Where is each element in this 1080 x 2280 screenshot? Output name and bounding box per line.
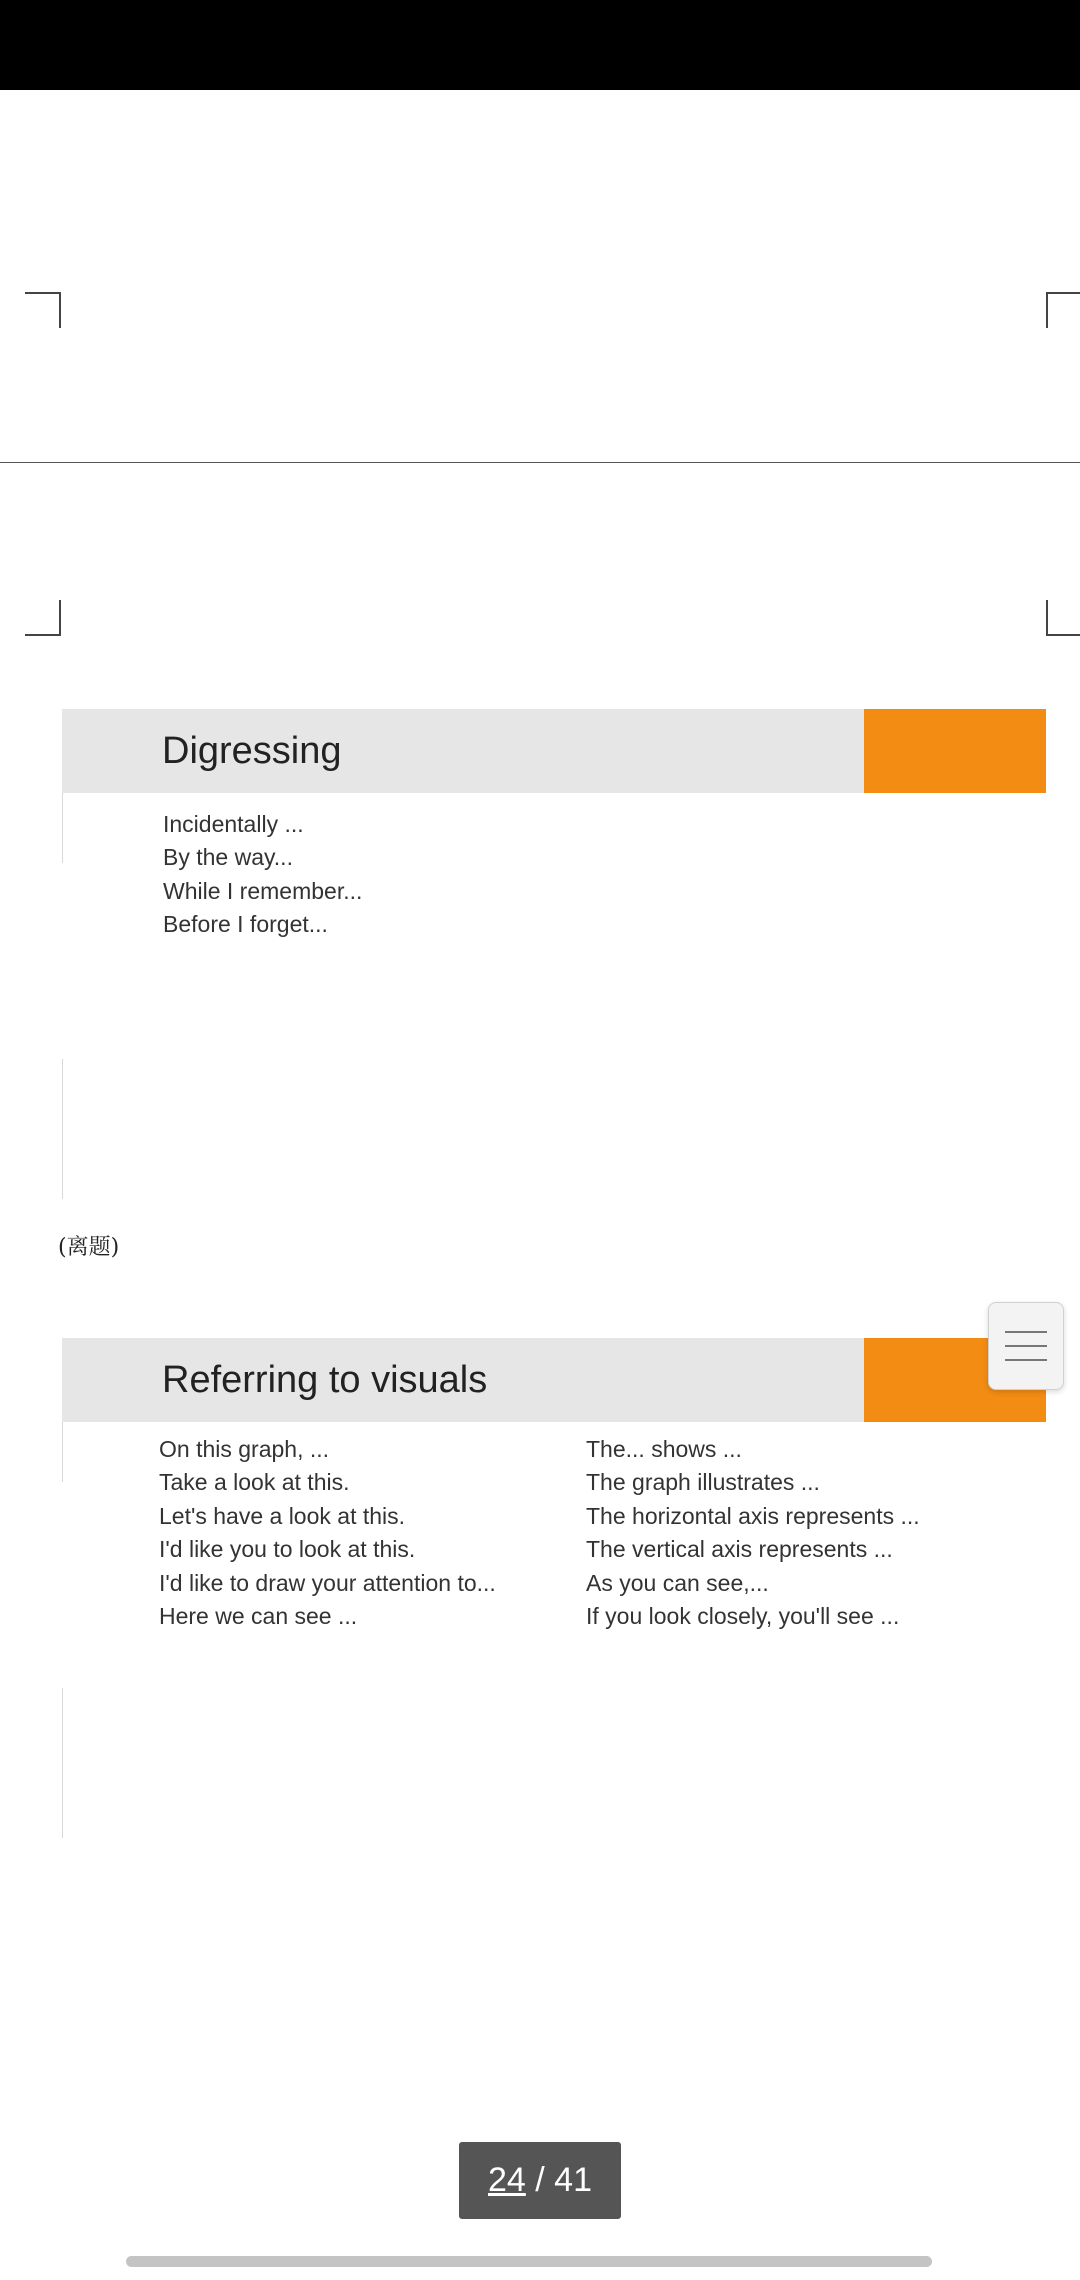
- page-divider: [0, 462, 1080, 463]
- menu-button[interactable]: [988, 1302, 1064, 1390]
- phrase-item: On this graph, ...: [159, 1436, 330, 1462]
- phrase-item: The horizontal axis represents ...: [586, 1502, 920, 1529]
- slide-edge-line: [62, 793, 63, 863]
- phrase-item: The... shows ...: [586, 1436, 742, 1462]
- page-corner-mark: [1046, 292, 1080, 328]
- page-corner-mark: [25, 600, 61, 636]
- phrase-list-right: [586, 1433, 920, 1633]
- phrase-item: As you can see,...: [586, 1569, 769, 1596]
- slide-edge-line: [62, 1059, 63, 1199]
- phrase-item: Incidentally ...: [163, 811, 304, 837]
- slide-digressing: [62, 709, 1046, 938]
- page-indicator[interactable]: [459, 2142, 621, 2219]
- annotation-note: (离题): [58, 1235, 120, 1260]
- phrase-item: Let's have a look at this.: [159, 1502, 406, 1529]
- page-separator: /: [535, 2161, 545, 2199]
- total-pages: 41: [554, 2161, 592, 2199]
- page-corner-mark: [25, 292, 61, 328]
- phrase-item: I'd like you to look at this.: [159, 1536, 416, 1563]
- slide-edge-line: [62, 1422, 63, 1482]
- phrase-item: By the way...: [163, 844, 293, 871]
- slide-edge-line: [62, 1688, 63, 1838]
- slide-referring-to-visuals: [62, 1338, 1046, 1630]
- page-corner-mark: [1046, 600, 1080, 636]
- phrase-item: Take a look at this.: [159, 1469, 350, 1496]
- phrase-list-left: [159, 1433, 496, 1633]
- slide-title: Digressing: [162, 730, 342, 772]
- phrase-item: I'd like to draw your attention to...: [159, 1569, 496, 1596]
- current-page: 24: [487, 2161, 526, 2199]
- phrase-item: The vertical axis represents ...: [586, 1536, 893, 1563]
- phrase-list: [163, 808, 362, 942]
- status-bar: [0, 0, 1080, 90]
- slide-header: [62, 709, 1046, 793]
- slide-header: [62, 1338, 1046, 1422]
- phrase-item: The graph illustrates ...: [586, 1469, 820, 1496]
- slide-accent-block: [864, 709, 1046, 793]
- phrase-item: While I remember...: [163, 877, 363, 904]
- slide-title: Referring to visuals: [162, 1359, 488, 1401]
- horizontal-scrollbar[interactable]: [126, 2256, 932, 2267]
- phrase-item: Before I forget...: [163, 911, 328, 938]
- phrase-item: Here we can see ...: [159, 1603, 358, 1630]
- phrase-item: If you look closely, you'll see ...: [586, 1603, 900, 1630]
